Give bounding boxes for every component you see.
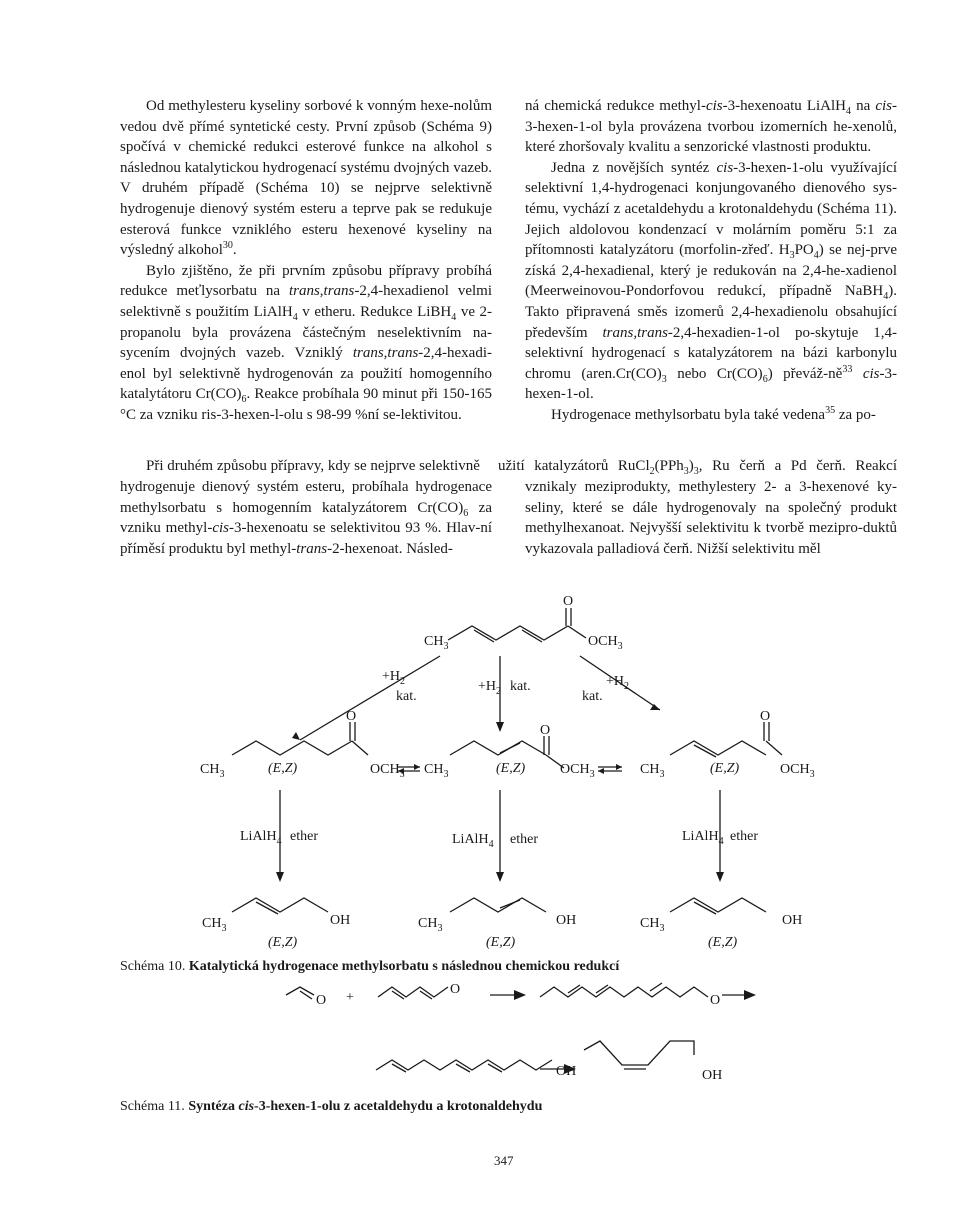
svg-text:+H2: $+H_2$ bbox=[606, 674, 630, 692]
right-paragraph-2: Jedna z novějších syntéz cis-3-hexen-1-olu využívající selektivní 1,4-hydrogenaci konjungovaného dienového sys-tému, vychází z acetaldehydu a krotonaldehydu (Schéma 11). Jejich aldolovou kondenzací v molárním poměru 5:1 za přítomnosti katalyzátoru (morfolin-zřeď. $H_3PO_4$) se nej-prve získá 2,4-hexadienal, který je redukován na 2,4-he-xadienol (Meerweinovou-Pondorfovou redukcí, případně NaBH$_4$). Takto připravená směs izomerů 2,4-hexadienolu obsahující především trans,trans-2,4-hexadien-1-ol po-skytuje 1,4-selektivní hydrogenací s katalyzátorem na bázi karbonylu chromu ($aren.Cr(CO)_3$ nebo $Cr(CO)_6$) převáž-$ně^{33}$ cis-3-hexen-1-ol. bbox=[525, 159, 898, 403]
left-paragraph-2: Bylo zjištěno, že při prvním způsobu přípravy probíhá redukce meťlysorbatu na trans,trans-2,4-hexadienol velmi selektivně s použitím LiAlH$_4$ v etheru. Redukce LiBH$_4$ ve 2-propanolu byla provázena částečným neselektivním na-sycením dvojných vazeb. Vzniklý trans,trans-2,4-hexadi-enol byl selektivně hydrogenován za použití homogenního katalytátoru $Cr(CO)_6$. Reakce probíhala 90 minut při 150-165 °C za vzniku ris-3-hexen-l-olu s 98-99 %ní se-lektivitou. bbox=[120, 262, 493, 423]
left-paragraph-1: Od methylesteru kyseliny sorbové k vonným hexe-nolům vedou dvě přímé syntetické cesty. První způsob (Schéma 9) spočívá v chemické redukci esterové funkce na alkohol s následnou katalytickou hydrogenací systému dvojných vazeb. V druhém případě (Schéma 10) se nejprve selektivně hydrogenuje dienový systém esteru a teprve pak se redukuje esterová funkce vzniklého esteru hexenové kyseliny na výsledný alkohol$^{30}$. bbox=[120, 98, 492, 259]
svg-text:O: O bbox=[563, 594, 574, 609]
svg-text:O: O bbox=[346, 709, 357, 724]
svg-text:(E,Z): (E,Z) bbox=[708, 935, 738, 950]
svg-text:CH3: $CH_3$ bbox=[640, 916, 665, 934]
svg-text:+H2: $+H_2$ bbox=[382, 669, 406, 687]
svg-text:OCH3: $OCH_3$ bbox=[780, 762, 815, 780]
right-column bbox=[525, 96, 897, 426]
svg-text:ether: ether bbox=[730, 829, 758, 844]
scheme-10-diagram bbox=[0, 560, 960, 960]
svg-text:kat.: kat. bbox=[510, 679, 531, 694]
svg-text:+H2: $+H_2$ bbox=[478, 679, 502, 697]
svg-text:O: O bbox=[540, 723, 551, 738]
svg-text:LiAlH4: LiAlH$_4$ bbox=[240, 829, 282, 847]
svg-text:CH3: $CH_3$ bbox=[424, 634, 449, 652]
svg-text:(E,Z): (E,Z) bbox=[496, 761, 526, 776]
hexadienal bbox=[540, 987, 708, 997]
svg-text:OH: OH bbox=[782, 913, 803, 928]
svg-text:CH3: $CH_3$ bbox=[424, 762, 449, 780]
svg-text:OCH3: $OCH_3$ bbox=[560, 762, 595, 780]
svg-text:CH3: $CH_3$ bbox=[418, 916, 443, 934]
svg-text:ether: ether bbox=[290, 829, 318, 844]
svg-text:LiAlH4: LiAlH$_4$ bbox=[682, 829, 724, 847]
svg-text:OCH3: $OCH_3$ bbox=[588, 634, 623, 652]
svg-text:(E,Z): (E,Z) bbox=[710, 761, 740, 776]
svg-text:OH: OH bbox=[556, 913, 577, 928]
right-paragraph-1: ná chemická redukce methyl-cis-3-hexenoatu LiAlH$_4$ na cis-3-hexen-1-ol byla provázena tvorbou izomerních he-xenolů, které zhoršovaly kvalitu a senzorické vlastnosti produktu. bbox=[525, 98, 897, 156]
right-lower-paragraph: vznikaly meziprodukty, methylestery 2- a 3-hexenové ky-seliny, které se dále hydrogenovaly na společný produkt methylhexanoat. Nejvyšší selektivitu k tvorbě mezipro-duktů vykazovala palladiová čerň. Nižší selektivitu měl bbox=[525, 479, 897, 557]
svg-text:(E,Z): (E,Z) bbox=[268, 935, 298, 950]
left-lower-paragraph: hydrogenuje dienový systém esteru, probíhala hydrogenace methylsorbatu s homogenním katalyzátorem $Cr(CO)_6$ za vzniku methyl-cis-3-hexenoatu se selektivitou 93 %. Hlav-ní příměsí produktu byl methyl-trans-2-hexenoat. Násled- bbox=[120, 479, 492, 557]
svg-text:CH3: $CH_3$ bbox=[202, 916, 227, 934]
svg-text:kat.: kat. bbox=[582, 689, 603, 704]
methyl-sorbate-chain bbox=[448, 626, 568, 640]
svg-text:ether: ether bbox=[510, 832, 538, 847]
right-paragraph-3: Hydrogenace methylsorbatu byla také vedena$^{35}$ za po- bbox=[551, 404, 876, 423]
svg-text:CH3: $CH_3$ bbox=[640, 762, 665, 780]
svg-text:O: O bbox=[450, 982, 461, 997]
split-line: Při druhém způsobu přípravy, kdy se nejprve selektivně užití katalyzátorů $RuCl_2(PPh_3)_3$, Ru čerň a Pd čerň. Reakcí bbox=[146, 458, 897, 477]
cis-3-hexenol bbox=[584, 1041, 694, 1065]
page-number: 347 bbox=[494, 1153, 514, 1168]
scheme-11-diagram bbox=[0, 975, 960, 1115]
crotonaldehyde bbox=[378, 987, 448, 997]
scheme-11-caption: Schéma 11. Syntéza cis-3-hexen-1-olu z acetaldehydu a krotonaldehydu bbox=[120, 1099, 543, 1114]
svg-text:(E,Z): (E,Z) bbox=[486, 935, 516, 950]
svg-text:kat.: kat. bbox=[396, 689, 417, 704]
svg-text:O: O bbox=[760, 709, 771, 724]
svg-text:OH: OH bbox=[702, 1068, 723, 1083]
svg-text:LiAlH4: LiAlH$_4$ bbox=[452, 832, 494, 850]
svg-text:+: + bbox=[346, 990, 354, 1005]
scheme-10-caption: Schéma 10. Katalytická hydrogenace methylsorbatu s následnou chemickou redukcí bbox=[120, 959, 620, 974]
svg-text:CH3: $CH_3$ bbox=[200, 762, 225, 780]
svg-text:OH: OH bbox=[556, 1064, 577, 1079]
svg-text:OCH3: $OCH_3$ bbox=[370, 762, 405, 780]
svg-text:(E,Z): (E,Z) bbox=[268, 761, 298, 776]
svg-text:O: O bbox=[316, 993, 327, 1008]
svg-text:OH: OH bbox=[330, 913, 351, 928]
svg-text:O: O bbox=[710, 993, 721, 1008]
left-column bbox=[120, 96, 492, 426]
